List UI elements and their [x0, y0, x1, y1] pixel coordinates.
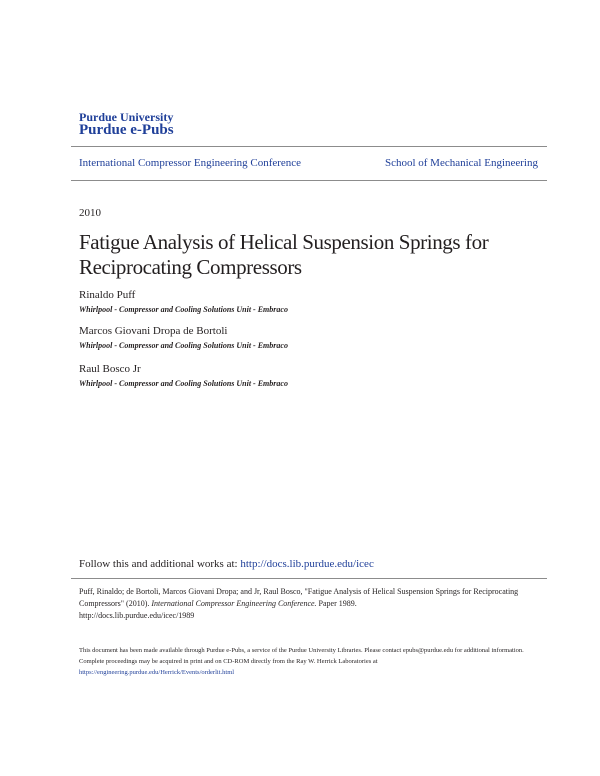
author-affiliation: Whirlpool - Compressor and Cooling Solutions Unit - Embraco: [79, 305, 288, 314]
author-affiliation: Whirlpool - Compressor and Cooling Solutions Unit - Embraco: [79, 341, 288, 350]
author-name: Raul Bosco Jr: [79, 363, 141, 375]
follow-line: [79, 558, 374, 570]
nav-divider: [71, 180, 547, 181]
collection-link[interactable]: http://docs.lib.purdue.edu/icec: [240, 558, 374, 570]
top-divider: [71, 146, 547, 147]
author-affiliation: Whirlpool - Compressor and Cooling Solutions Unit - Embraco: [79, 379, 288, 388]
citation-paper-number: Paper 1989.: [316, 599, 357, 608]
conference-link[interactable]: International Compressor Engineering Conference: [79, 157, 302, 169]
author-name: Rinaldo Puff: [79, 289, 136, 301]
repository-name[interactable]: Purdue e-Pubs: [79, 122, 174, 138]
citation-venue: International Compressor Engineering Conference.: [151, 599, 317, 608]
proceedings-notice: [79, 656, 529, 678]
author-name: Marcos Giovani Dropa de Bortoli: [79, 325, 228, 337]
proceedings-text: Complete proceedings may be acquired in print and on CD-ROM directly from the Ray W. Herrick Laboratories at: [79, 658, 378, 665]
citation-url[interactable]: http://docs.lib.purdue.edu/icec/1989: [79, 611, 195, 620]
herrick-link[interactable]: https://engineering.purdue.edu/Herrick/Events/orderlit.html: [79, 669, 235, 676]
university-name: Purdue University: [79, 110, 174, 124]
notice-block: [79, 645, 529, 678]
publication-year: 2010: [79, 207, 101, 219]
paper-title: Fatigue Analysis of Helical Suspension Springs for Reciprocating Compressors: [79, 230, 489, 279]
citation-divider: [71, 578, 547, 579]
follow-text: Follow this and additional works at:: [79, 558, 241, 570]
citation-block: [79, 586, 529, 622]
citation-authors-title: Puff, Rinaldo; de Bortoli, Marcos Giovani Dropa; and Jr, Raul Bosco, "Fatigue Analysis of Helical Suspension Springs for Reciprocating Compressors" (2010).: [79, 587, 519, 608]
availability-notice: This document has been made available through Purdue e-Pubs, a service of the Purdue University Libraries. Please contact epubs@purdue.edu for additional information.: [79, 647, 524, 654]
school-link[interactable]: School of Mechanical Engineering: [384, 157, 538, 169]
